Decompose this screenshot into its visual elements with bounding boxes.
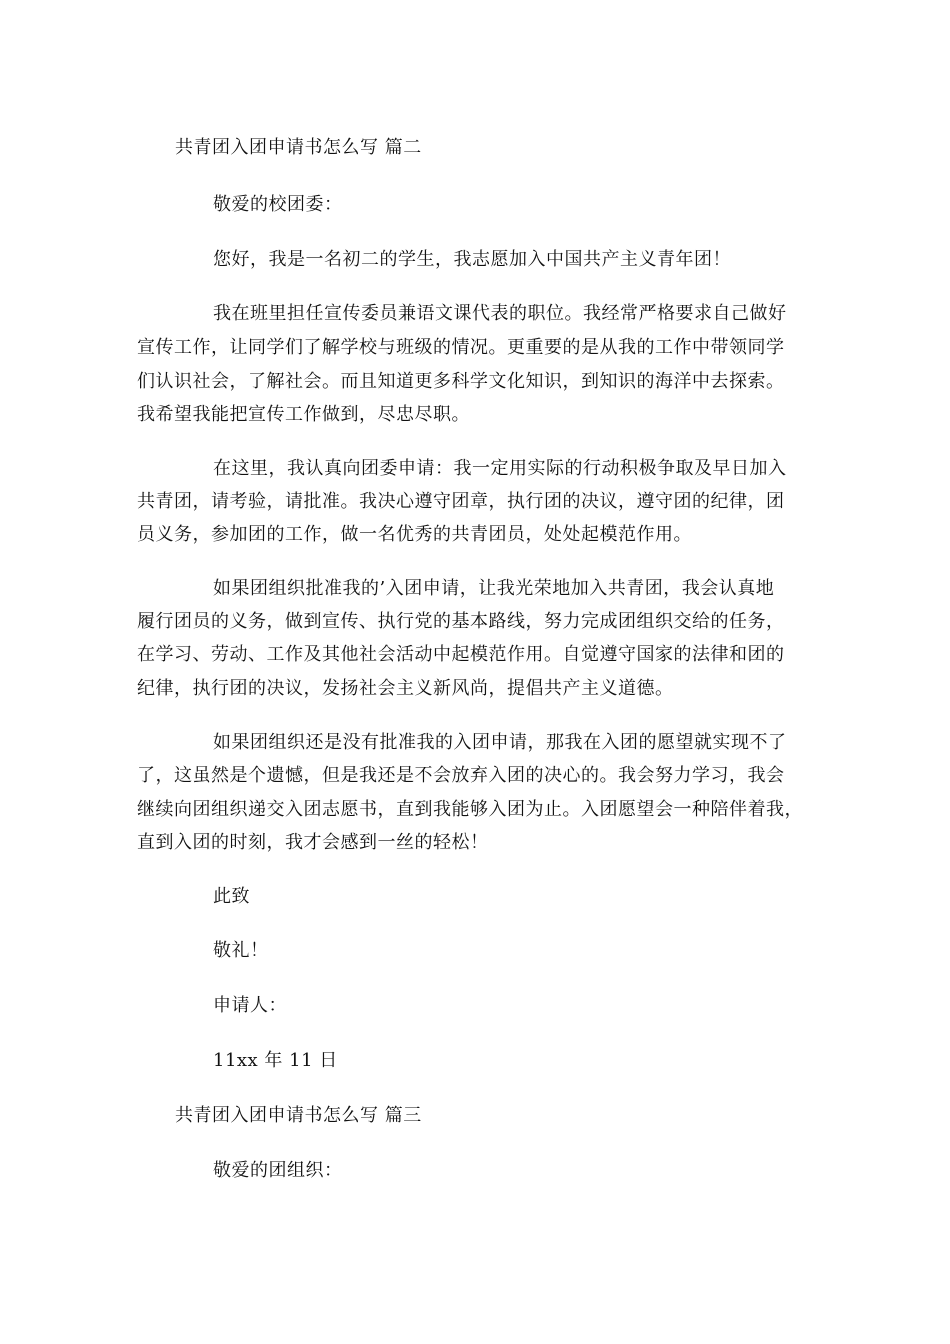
paragraph1-line: 我希望我能把宣传工作做到，尽忠尽职。 bbox=[137, 404, 470, 425]
paragraph1-line: 我在班里担任宣传委员兼语文课代表的职位。我经常严格要求自己做好 bbox=[213, 303, 787, 324]
section-three-title: 共青团入团申请书怎么写 篇三 bbox=[175, 1105, 422, 1126]
section-two-greeting: 您好，我是一名初二的学生，我志愿加入中国共产主义青年团！ bbox=[213, 249, 731, 270]
paragraph4-line: 如果团组织还是没有批准我的入团申请，那我在入团的愿望就实现不了 bbox=[213, 732, 787, 753]
section-three-salutation: 敬爱的团组织： bbox=[213, 1160, 343, 1181]
paragraph2-line: 共青团，请考验，请批准。我决心遵守团章，执行团的决议，遵守团的纪律，团 bbox=[137, 491, 785, 512]
paragraph2-line: 在这里，我认真向团委申请：我一定用实际的行动积极争取及早日加入 bbox=[213, 458, 787, 479]
paragraph1-line: 宣传工作，让同学们了解学校与班级的情况。更重要的是从我的工作中带领同学 bbox=[137, 337, 785, 358]
section-two-title: 共青团入团申请书怎么写 篇二 bbox=[175, 137, 422, 158]
date-line: 11xx 年 11 日 bbox=[213, 1050, 338, 1071]
paragraph4-line: 了，这虽然是个遗憾，但是我还是不会放弃入团的决心的。我会努力学习，我会 bbox=[137, 765, 785, 786]
paragraph3-line: 履行团员的义务，做到宣传、执行党的基本路线，努力完成团组织交给的任务， bbox=[137, 611, 785, 632]
paragraph2-line: 员义务，参加团的工作，做一名优秀的共青团员，处处起模范作用。 bbox=[137, 524, 692, 545]
closing-cizhi: 此致 bbox=[213, 886, 250, 907]
paragraph1-line: 们认识社会，了解社会。而且知道更多科学文化知识，到知识的海洋中去探索。 bbox=[137, 371, 785, 392]
paragraph4-line: 继续向团组织递交入团志愿书，直到我能够入团为止。入团愿望会一种陪伴着我， bbox=[137, 799, 803, 820]
paragraph3-line: 如果团组织批准我的’入团申请，让我光荣地加入共青团，我会认真地 bbox=[213, 578, 775, 599]
closing-jingli: 敬礼！ bbox=[213, 940, 269, 961]
applicant-label: 申请人： bbox=[213, 995, 287, 1016]
paragraph4-line: 直到入团的时刻，我才会感到一丝的轻松！ bbox=[137, 832, 489, 853]
paragraph3-line: 在学习、劳动、工作及其他社会活动中起模范作用。自觉遵守国家的法律和团的 bbox=[137, 644, 785, 665]
section-two-salutation: 敬爱的校团委： bbox=[213, 194, 343, 215]
paragraph3-line: 纪律，执行团的决议，发扬社会主义新风尚，提倡共产主义道德。 bbox=[137, 678, 674, 699]
